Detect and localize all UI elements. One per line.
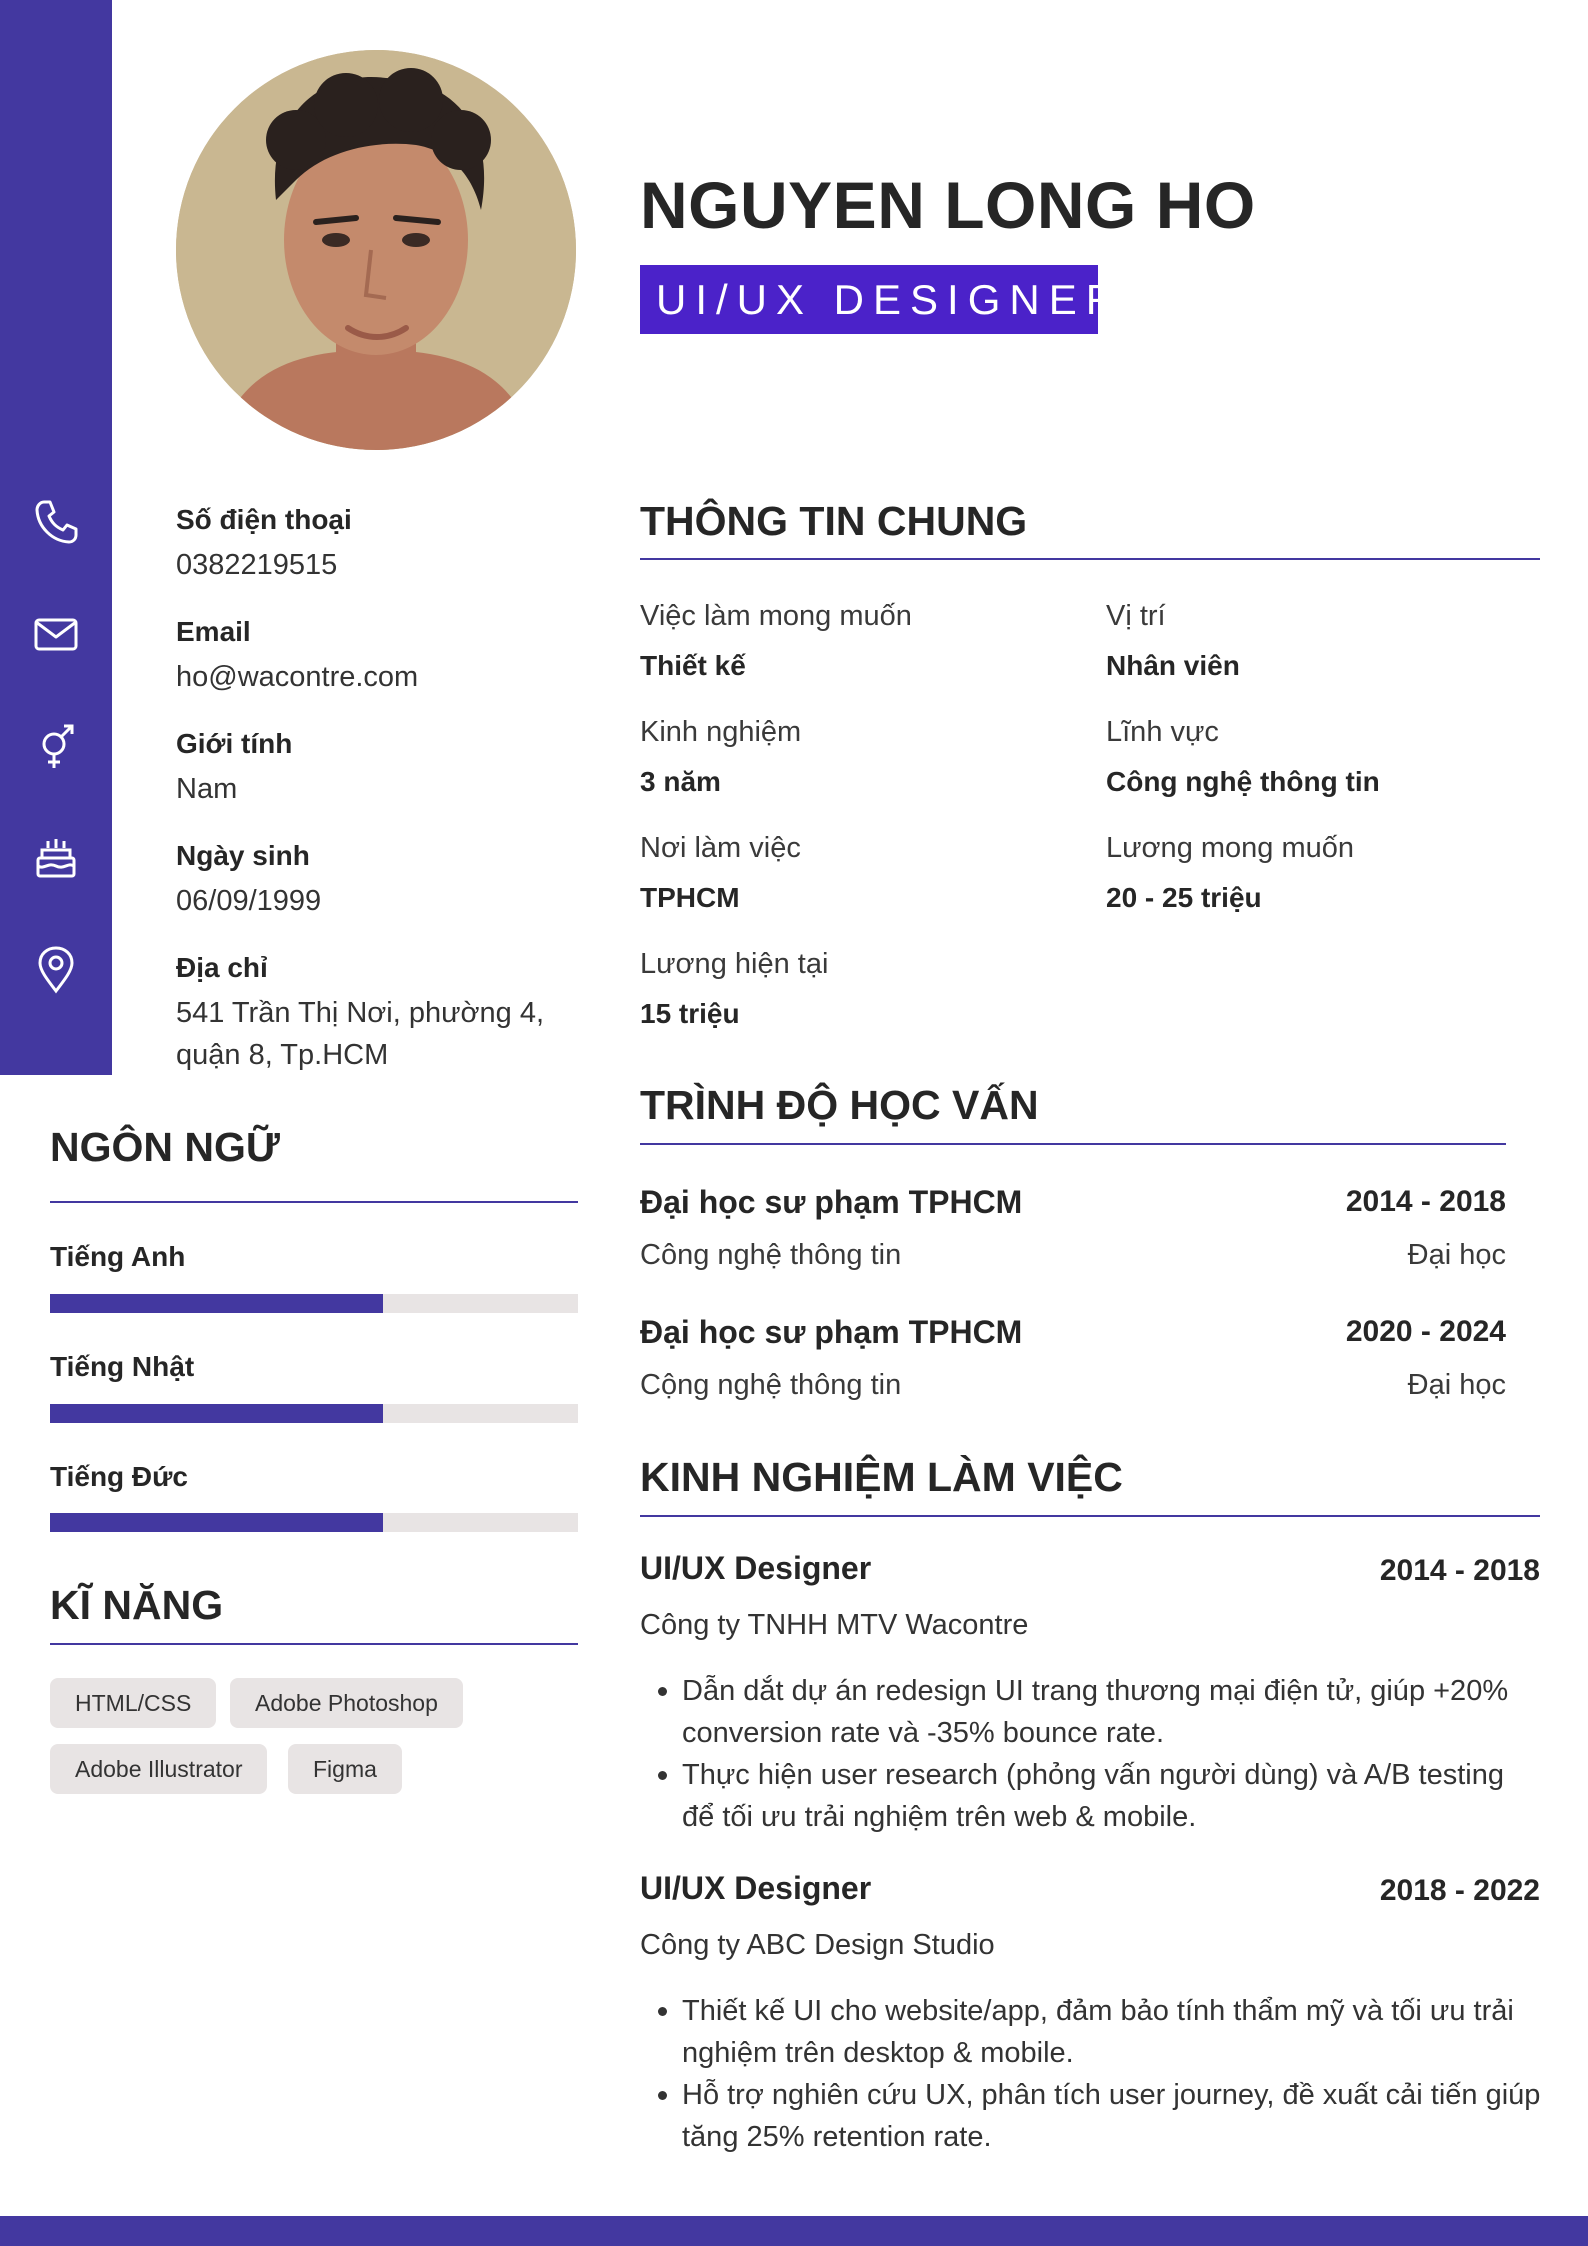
education-school: Đại học sư phạm TPHCM (640, 1314, 1023, 1350)
education-years: 2014 - 2018 (1345, 1185, 1506, 1218)
gender-value: Nam (176, 773, 238, 805)
language-name: Tiếng Nhật (50, 1351, 195, 1382)
education-major: Công nghệ thông tin (640, 1239, 902, 1271)
cake-icon (30, 832, 82, 884)
skills-divider (50, 1643, 578, 1645)
phone-icon (30, 496, 82, 548)
job-title: UI/UX Designer (640, 1870, 872, 1906)
education-years: 2020 - 2024 (1345, 1315, 1506, 1348)
info-label: Lĩnh vực (1106, 716, 1219, 748)
location-pin-icon (30, 944, 82, 996)
info-label: Vị trí (1106, 600, 1166, 632)
job-bullet-list (654, 1990, 1544, 2158)
job-bullet: Dẫn dắt dự án redesign UI trang thương mại điện tử, giúp +20% conversion rate và -35% bounce rate. (654, 1670, 1544, 1754)
experience-divider (640, 1515, 1540, 1517)
general-section-title: THÔNG TIN CHUNG (640, 498, 1028, 544)
job-years: 2014 - 2018 (1379, 1554, 1540, 1587)
address-label: Địa chỉ (176, 952, 268, 983)
education-divider (640, 1143, 1506, 1145)
language-level-bar (50, 1513, 578, 1532)
info-value: 15 triệu (640, 998, 740, 1029)
info-label: Nơi làm việc (640, 832, 801, 864)
language-level-bar (50, 1404, 578, 1423)
info-value: 3 năm (640, 766, 721, 797)
job-years: 2018 - 2022 (1379, 1874, 1540, 1907)
experience-section-title: KINH NGHIỆM LÀM VIỆC (640, 1454, 1123, 1500)
skill-chip: Adobe Photoshop (230, 1678, 463, 1728)
education-section-title: TRÌNH ĐỘ HỌC VẤN (640, 1082, 1039, 1128)
skill-chip: Adobe Illustrator (50, 1744, 267, 1794)
info-label: Kinh nghiệm (640, 716, 802, 748)
skill-chip: HTML/CSS (50, 1678, 216, 1728)
role-badge: UI/UX DESIGNER (640, 265, 1098, 334)
skill-chip: Figma (288, 1744, 402, 1794)
job-title: UI/UX Designer (640, 1550, 872, 1586)
language-name: Tiếng Đức (50, 1461, 189, 1492)
mail-icon (30, 608, 82, 660)
birthday-label: Ngày sinh (176, 840, 310, 871)
info-value: Công nghệ thông tin (1106, 766, 1380, 797)
language-level-fill (50, 1294, 383, 1313)
job-bullet: Thiết kế UI cho website/app, đảm bảo tính thẩm mỹ và tối ưu trải nghiệm trên desktop & mobile. (654, 1990, 1544, 2074)
job-bullet: Thực hiện user research (phỏng vấn người dùng) và A/B testing để tối ưu trải nghiệm trên web & mobile. (654, 1754, 1544, 1838)
general-divider (640, 558, 1540, 560)
info-value: 20 - 25 triệu (1106, 882, 1262, 913)
info-label: Việc làm mong muốn (640, 600, 912, 632)
gender-label: Giới tính (176, 728, 293, 759)
info-value: Thiết kế (640, 650, 746, 681)
education-major: Cộng nghệ thông tin (640, 1369, 902, 1401)
info-label: Lương hiện tại (640, 948, 829, 980)
email-label: Email (176, 616, 251, 647)
email-value[interactable]: ho@wacontre.com (176, 661, 419, 693)
language-name: Tiếng Anh (50, 1241, 186, 1272)
phone-label: Số điện thoại (176, 504, 352, 535)
job-bullet: Hỗ trợ nghiên cứu UX, phân tích user journey, đề xuất cải tiến giúp tăng 25% retention rate. (654, 2074, 1544, 2158)
info-label: Lương mong muốn (1106, 832, 1355, 864)
languages-divider (50, 1201, 578, 1203)
info-value: Nhân viên (1106, 650, 1240, 681)
language-level-fill (50, 1513, 383, 1532)
language-level-fill (50, 1404, 383, 1423)
info-value: TPHCM (640, 882, 740, 913)
job-company: Công ty ABC Design Studio (640, 1929, 995, 1961)
language-level-bar (50, 1294, 578, 1313)
languages-section-title: NGÔN NGỮ (50, 1124, 280, 1170)
address-value: 541 Trần Thị Nơi, phường 4, quận 8, Tp.HCM (176, 997, 545, 1071)
footer-band (0, 2216, 1588, 2246)
job-company: Công ty TNHH MTV Wacontre (640, 1609, 1029, 1641)
education-degree: Đại học (1407, 1239, 1506, 1271)
skills-section-title: KĨ NĂNG (50, 1582, 224, 1628)
candidate-name: NGUYEN LONG HO (640, 168, 1256, 242)
job-bullet-list (654, 1670, 1544, 1838)
gender-icon (30, 720, 82, 772)
avatar (176, 50, 576, 450)
education-degree: Đại học (1407, 1369, 1506, 1401)
education-school: Đại học sư phạm TPHCM (640, 1184, 1023, 1220)
phone-value[interactable]: 0382219515 (176, 549, 338, 581)
birthday-value: 06/09/1999 (176, 885, 322, 917)
